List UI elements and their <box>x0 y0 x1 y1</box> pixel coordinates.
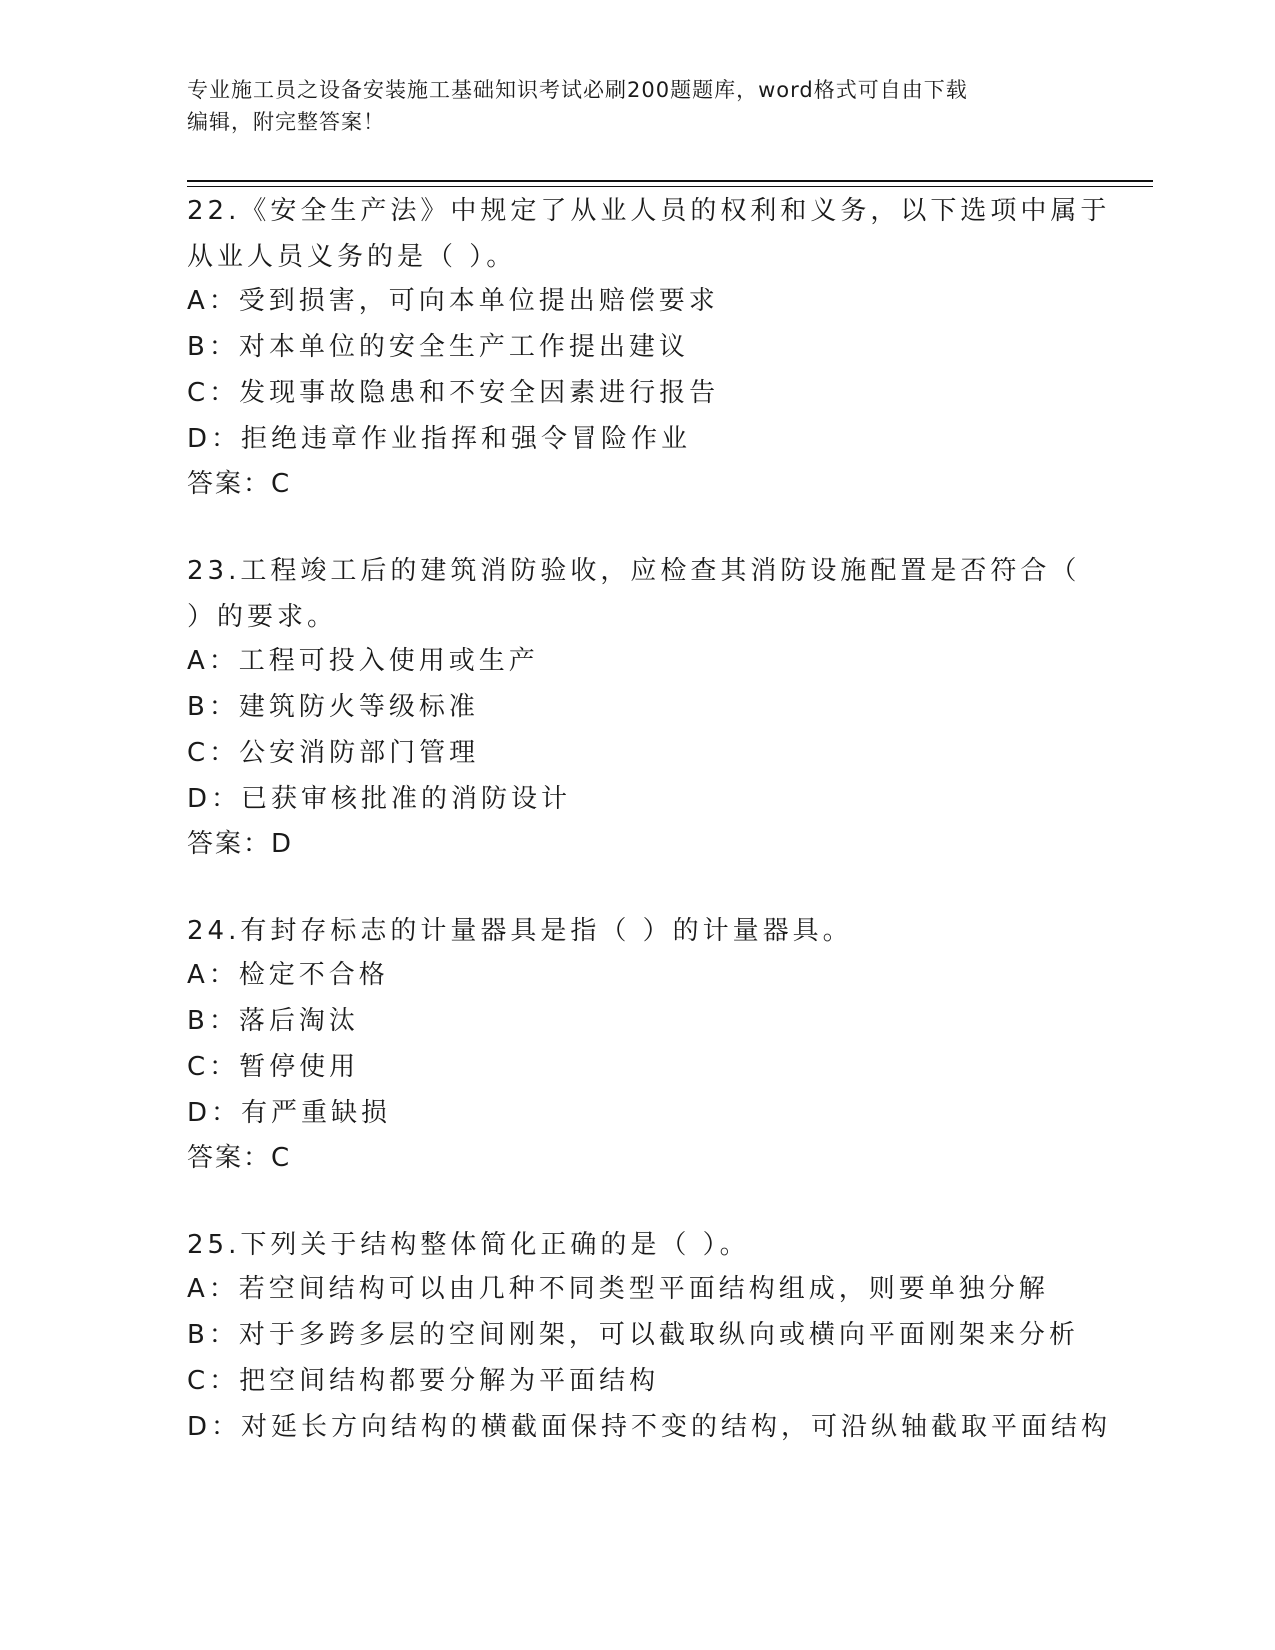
question-22 <box>187 190 1147 506</box>
option-a: A：若空间结构可以由几种不同类型平面结构组成，则要单独分解 <box>187 1274 1049 1304</box>
option-d: D：对延长方向结构的横截面保持不变的结构，可沿纵轴截取平面结构 <box>187 1412 1112 1442</box>
answer: 答案：C <box>187 1143 292 1173</box>
answer: 答案：C <box>187 469 292 499</box>
document-header <box>187 74 1087 138</box>
option-d: D：有严重缺损 <box>187 1098 392 1128</box>
question-stem: 从业人员义务的是（ ）。 <box>187 242 517 272</box>
option-a: A：检定不合格 <box>187 960 389 990</box>
answer: 答案：D <box>187 829 294 859</box>
question-stem: ）的要求。 <box>187 602 338 632</box>
option-c: C：公安消防部门管理 <box>187 738 480 768</box>
question-23 <box>187 550 1147 866</box>
question-24 <box>187 910 1147 1180</box>
option-a: A：工程可投入使用或生产 <box>187 646 539 676</box>
option-d: D：拒绝违章作业指挥和强令冒险作业 <box>187 424 692 454</box>
header-divider-thin <box>187 186 1153 187</box>
option-b: B：建筑防火等级标准 <box>187 692 479 722</box>
header-line-1: 专业施工员之设备安装施工基础知识考试必刷200题题库，word格式可自由下载 <box>187 78 968 102</box>
option-c: C：发现事故隐患和不安全因素进行报告 <box>187 378 720 408</box>
option-a: A：受到损害，可向本单位提出赔偿要求 <box>187 286 719 316</box>
option-b: B：落后淘汰 <box>187 1006 359 1036</box>
question-stem: 25.下列关于结构整体简化正确的是（ ）。 <box>187 1230 750 1260</box>
question-stem: 23.工程竣工后的建筑消防验收，应检查其消防设施配置是否符合（ <box>187 556 1081 586</box>
question-stem: 22.《安全生产法》中规定了从业人员的权利和义务，以下选项中属于 <box>187 196 1111 226</box>
header-divider-thick <box>187 180 1153 182</box>
question-stem: 24.有封存标志的计量器具是指（ ）的计量器具。 <box>187 916 853 946</box>
option-b: B：对于多跨多层的空间刚架，可以截取纵向或横向平面刚架来分析 <box>187 1320 1079 1350</box>
option-c: C：暂停使用 <box>187 1052 360 1082</box>
question-list <box>187 190 1147 1450</box>
header-line-2: 编辑，附完整答案！ <box>187 110 385 134</box>
option-b: B：对本单位的安全生产工作提出建议 <box>187 332 689 362</box>
option-c: C：把空间结构都要分解为平面结构 <box>187 1366 660 1396</box>
option-d: D：已获审核批准的消防设计 <box>187 784 572 814</box>
question-25 <box>187 1224 1147 1450</box>
